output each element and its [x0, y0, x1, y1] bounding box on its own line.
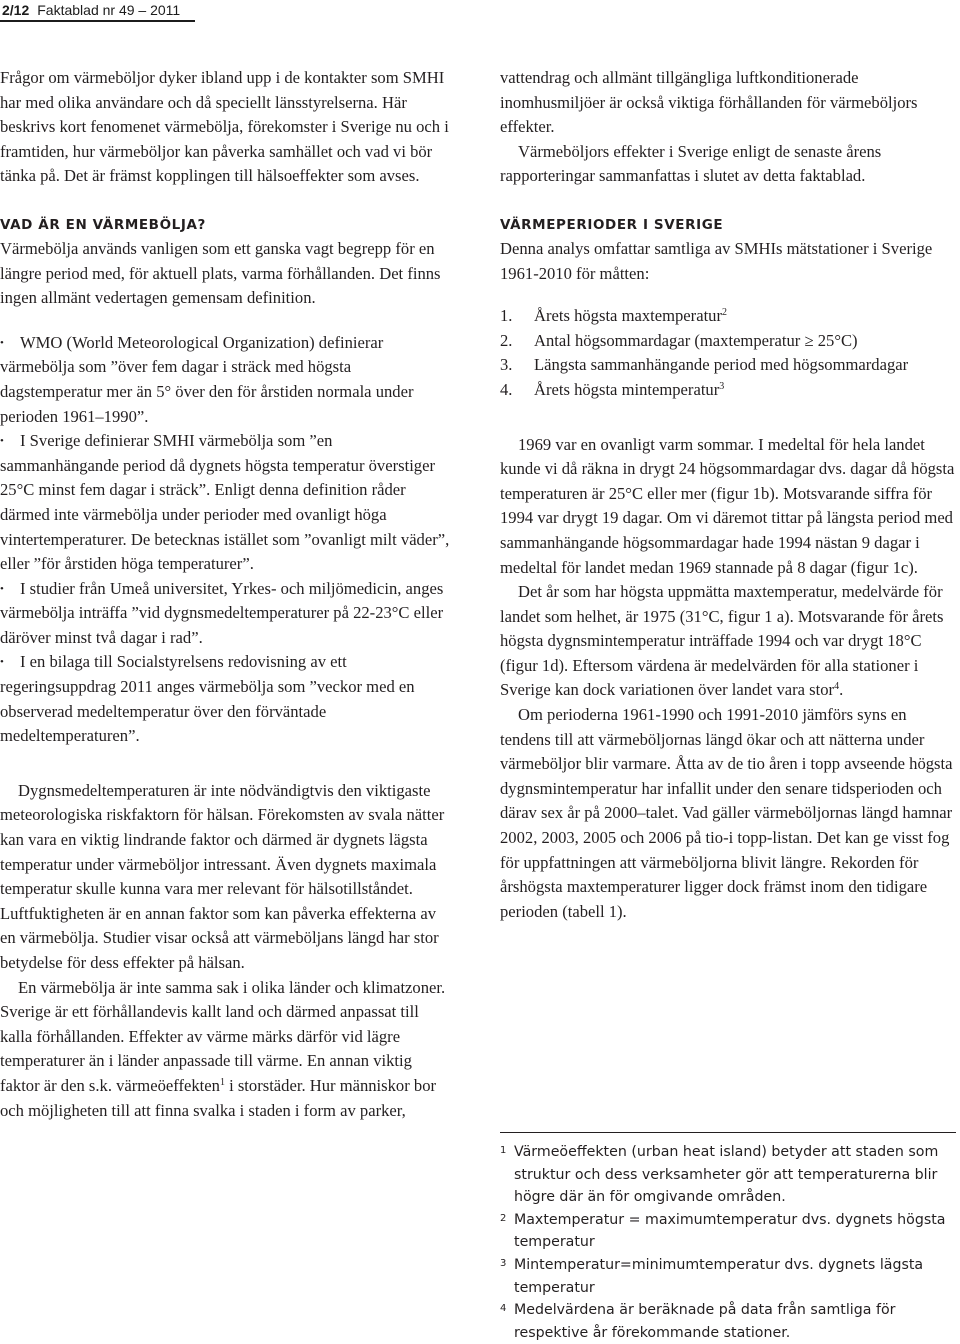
list-item: 4. Årets högsta mintemperatur$^3$	[500, 379, 725, 399]
intro-paragraph: Frågor om värmeböljor dyker ibland upp i de kontakter som SMHI har med olika användare och då speciellt länsstyrelserna. Här beskrivs kort fenomenet värmebölja, förekomster i Sverige nu och i framtiden, hur värmeböljor kan påverka samhället och vad vi bör tänka på. Det är främst kopplingen till hälsoeffekter som avses.	[0, 68, 449, 186]
running-head	[0, 0, 195, 22]
footnote: 3 Mintemperatur=minimumtemperatur dvs. dygnets lägsta temperatur	[500, 1256, 924, 1296]
paragraph-continued: vattendrag och allmänt tillgängliga luftkonditionerade inomhusmiljöer är också viktiga förhållanden för värmeböljors effekter.	[500, 68, 918, 137]
list-item: • I en bilaga till Socialstyrelsens redovisning av ett regeringsuppdrag 2011 anges värmebölja som ”veckor med en observerad medeltemperatur över den förväntade medeltemperaturen”.	[0, 650, 452, 748]
definition-paragraph: Värmebölja används vanligen som ett ganska vagt begrepp för en längre period med, för aktuell plats, varma förhållanden. Det finns ingen allmänt vedertagen gemensam definition.	[0, 238, 441, 308]
spacer	[0, 749, 452, 779]
paragraph-perioder: Om perioderna 1961-1990 och 1991-2010 jämförs syns en tendens till att värmeböljornas längd ökar och att nätterna under värmeböljor blir varmare. Åtta av de tio åren i topp avseende högsta dygnsmintemperatur har infallit under den senare tidsperioden och därav sex år på 2000–talet. Vad gäller värmeböljornas längd hamnar 2002, 2003, 2005 och 2006 på tio-i topp-listan. Det kan ge visst fog för uppfattningen att värmeböljorna blivit längre. Rekorden för årshögsta maxtemperaturer ligger dock främst inom den tidigare perioden (tabell 1).	[500, 705, 953, 921]
page-number: 2/12	[2, 2, 30, 18]
footnote: 1 Värmeöeffekten (urban heat island) betyder att staden som struktur och dess verksamheter gör att temperaturerna blir högre där än för omgivande områden.	[500, 1144, 939, 1206]
paragraph-effekter: Värmeböljors effekter i Sverige enligt de senaste årens rapporteringar sammanfattas i slutet av detta faktablad.	[500, 141, 882, 186]
footnote: 2 Maxtemperatur = maximumtemperatur dvs. dygnets högsta temperatur	[500, 1211, 946, 1251]
footnotes	[500, 1132, 956, 1344]
paragraph-1975: Det år som har högsta uppmätta maxtemperatur, medelvärde för landet som helhet, är 1975 (31°C, figur 1 a). Motsvarande för årets högsta dygnsmintemperatur inträffade 1994 och var drygt 18°C (figur 1d). Eftersom värdena är medelvärden för alla stationer i Sverige kan dock variationen över landet vara stor$^4$.	[500, 582, 944, 700]
list-item: • I Sverige definierar SMHI värmebölja som ”en sammanhängande period då dygnets högsta temperatur överstiger 25°C minst fem dagar i sträck”. Enligt denna definition råder därmed inte värmebölja under perioder med ovanligt höga vintertemperaturer. De betecknas istället som ”ovanligt milt väder”, eller ”för årstiden höga temperaturer”.	[0, 429, 452, 577]
section-heading-what-is: VAD ÄR EN VÄRMEBÖLJA?	[0, 216, 206, 233]
publication-title: Faktablad nr 49 – 2011	[37, 2, 181, 18]
spacer	[0, 311, 452, 331]
footnote: 4 Medelvärdena är beräknade på data från samtliga för respektive år förekommande stationer.	[500, 1302, 896, 1341]
list-item: • WMO (World Meteorological Organization) definierar värmebölja som ”över fem dagar i sträck med högsta dagstemperatur mer än 5° över den för årstiden normala under perioden 1961–1990”.	[0, 331, 452, 429]
right-column	[500, 66, 956, 924]
spacer	[500, 286, 956, 304]
paragraph-analys: Denna analys omfattar samtliga av SMHIs mätstationer i Sverige 1961-2010 för måtten:	[500, 238, 933, 283]
measures-list	[500, 304, 956, 402]
list-item: 2. Antal högsommardagar (maxtemperatur ≥ 25°C)	[500, 330, 858, 350]
list-item: • I studier från Umeå universitet, Yrkes- och miljömedicin, anges värmebölja inträffa ”vid dygnsmedeltemperaturer på 22-23°C eller däröver minst två dagar i rad”.	[0, 577, 452, 651]
paragraph-1969: 1969 var en ovanligt varm sommar. I medeltal för hela landet kunde vi då räkna in drygt 24 högsommardagar dvs. dagar då högsta temperaturen är 25°C eller mer (figur 1b). Motsvarande siffra för 1994 var drygt 19 dagar. Om vi däremot tittar på längsta period med sammanhängande högsommardagar hade 1994 nästan 9 dagar i medeltal för landet medan 1969 stannade på 8 dagar (figur 1c).	[500, 434, 955, 577]
list-item: 3. Längsta sammanhängande period med högsommardagar	[500, 355, 909, 375]
spacer	[0, 189, 452, 213]
paragraph-lander: En värmebölja är inte samma sak i olika länder och klimatzoner. Sverige är ett förhållandevis kallt land och därmed anpassat till kalla förhållanden. Effekter av värme märks därför vid lägre temperaturer än i länder anpassade till värme. En annan viktig faktor är den s.k. värmeöeffekten$^1$ i storstäder. Hur människor bor och möjligheten till att finna svalka i staden i form av parker,	[0, 977, 446, 1120]
spacer	[500, 403, 956, 433]
definitions-list	[0, 331, 452, 749]
paragraph-dygnsmedel: Dygnsmedeltemperaturen är inte nödvändigtvis den viktigaste meteorologiska riskfaktorn för hälsan. Förekomsten av svala nätter kan vara en viktig lindrande faktor och därmed är dygnets lägsta temperatur under värmeböljor intressant. Även dygnets maximala temperatur skulle kunna vara mer relevant för hälsotillståndet. Luftfuktigheten är en annan faktor som kan påverka effekterna av en värmebölja. Studier visar också att värmeböljans längd har stor betydelse för dess effekter på hälsan.	[0, 780, 445, 972]
spacer	[500, 189, 956, 213]
section-heading-varmeperioder: VÄRMEPERIODER I SVERIGE	[500, 216, 724, 233]
left-column	[0, 66, 452, 1123]
footnote-ref: 4	[834, 681, 840, 693]
list-item: 1. Årets högsta maxtemperatur$^2$	[500, 306, 728, 326]
footnote-ref: 1	[219, 1076, 225, 1088]
page-header	[0, 0, 960, 22]
